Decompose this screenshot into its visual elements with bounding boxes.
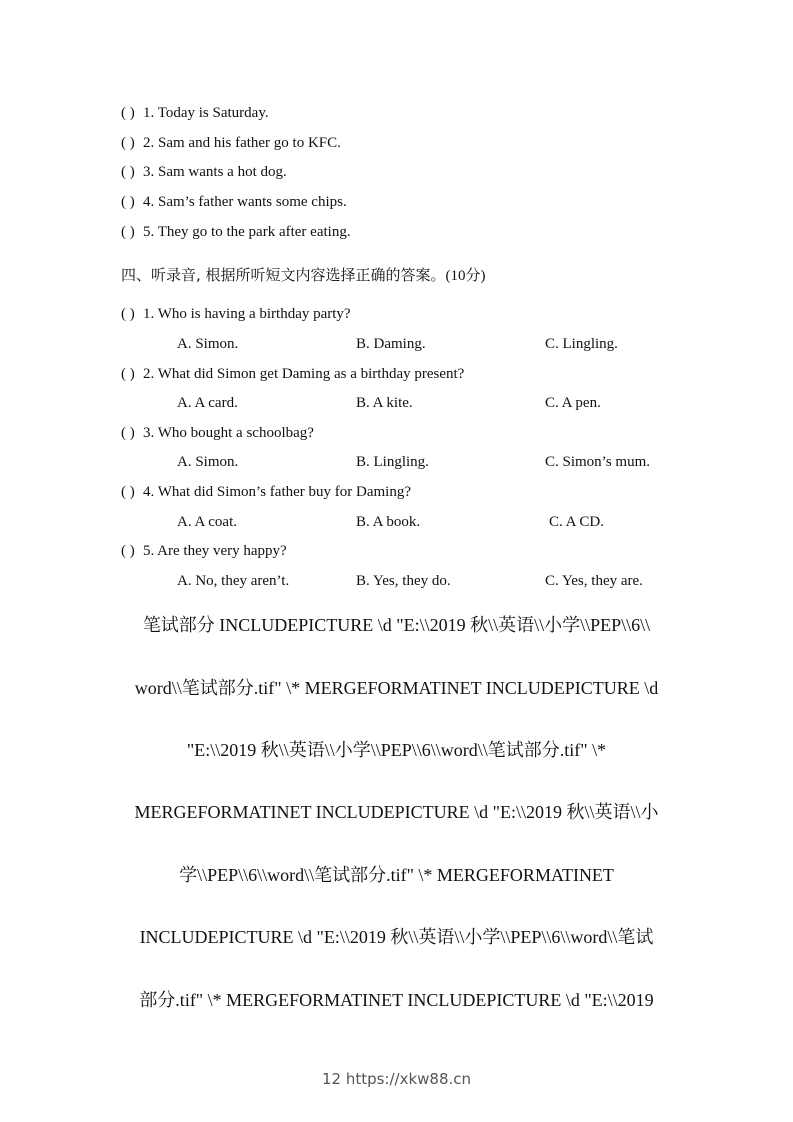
section-title: 四、听录音, 根据所听短文内容选择正确的答案。 <box>121 266 446 284</box>
field-code-line-4: MERGEFORMATINET INCLUDEPICTURE \d "E:\\2019 秋\\英语\\小 <box>134 802 659 822</box>
answer-blank: ( ) <box>121 425 135 441</box>
option-c: C. A CD. <box>549 514 605 530</box>
statement-text: 3. Sam wants a hot dog. <box>143 164 287 180</box>
answer-blank: ( ) <box>121 164 135 180</box>
field-code-line-3: "E:\\2019 秋\\英语\\小学\\PEP\\6\\word\\笔试部分.tif" \* <box>186 740 607 760</box>
statement-5 <box>121 224 351 241</box>
option-c: C. Lingling. <box>545 336 618 352</box>
question-3 <box>121 425 314 442</box>
answer-blank: ( ) <box>121 224 135 240</box>
question-text: 4. What did Simon’s father buy for Daming? <box>143 484 412 500</box>
answer-blank: ( ) <box>121 135 135 151</box>
answer-blank: ( ) <box>121 105 135 121</box>
option-b: B. Daming. <box>356 336 426 352</box>
statement-text: 1. Today is Saturday. <box>143 105 269 121</box>
section-heading <box>121 264 486 285</box>
question-1 <box>121 306 351 323</box>
option-b: B. A kite. <box>356 395 413 411</box>
question-text: 5. Are they very happy? <box>143 543 287 559</box>
answer-blank: ( ) <box>121 543 135 559</box>
answer-blank: ( ) <box>121 484 135 500</box>
question-text: 2. What did Simon get Daming as a birthday present? <box>143 366 465 382</box>
field-code-line-1: 笔试部分 INCLUDEPICTURE \d "E:\\2019 秋\\英语\\小学\\PEP\\6\\ <box>142 615 651 635</box>
statement-text: 2. Sam and his father go to KFC. <box>143 135 341 151</box>
field-code-line-6: INCLUDEPICTURE \d "E:\\2019 秋\\英语\\小学\\PEP\\6\\word\\笔试 <box>139 927 654 947</box>
option-b: B. Lingling. <box>356 454 429 470</box>
statement-text: 4. Sam’s father wants some chips. <box>143 194 347 210</box>
option-a: A. Simon. <box>177 454 239 470</box>
question-text: 1. Who is having a birthday party? <box>143 306 351 322</box>
option-c: C. A pen. <box>545 395 601 411</box>
option-a: A. No, they aren’t. <box>177 573 290 589</box>
question-5 <box>121 543 287 560</box>
page-footer: 12 https://xkw88.cn <box>321 1070 472 1088</box>
question-2 <box>121 366 464 383</box>
statement-4 <box>121 194 347 211</box>
option-a: A. A coat. <box>177 514 237 530</box>
option-c: C. Simon’s mum. <box>545 454 651 470</box>
answer-blank: ( ) <box>121 306 135 322</box>
field-code-line-5: 学\\PEP\\6\\word\\笔试部分.tif" \* MERGEFORMATINET <box>179 865 614 885</box>
field-code-line-2: word\\笔试部分.tif" \* MERGEFORMATINET INCLUDEPICTURE \d <box>134 678 659 698</box>
option-a: A. A card. <box>177 395 238 411</box>
statement-3 <box>121 164 287 181</box>
section-points: (10分) <box>445 268 486 284</box>
question-text: 3. Who bought a schoolbag? <box>143 425 314 441</box>
question-4 <box>121 484 411 501</box>
option-b: B. Yes, they do. <box>356 573 451 589</box>
answer-blank: ( ) <box>121 366 135 382</box>
statement-text: 5. They go to the park after eating. <box>143 224 351 240</box>
field-code-line-7: 部分.tif" \* MERGEFORMATINET INCLUDEPICTURE \d "E:\\2019 <box>139 990 654 1010</box>
option-b: B. A book. <box>356 514 421 530</box>
answer-blank: ( ) <box>121 194 135 210</box>
statement-2 <box>121 135 341 152</box>
option-c: C. Yes, they are. <box>545 573 643 589</box>
option-a: A. Simon. <box>177 336 239 352</box>
statement-1 <box>121 105 269 122</box>
